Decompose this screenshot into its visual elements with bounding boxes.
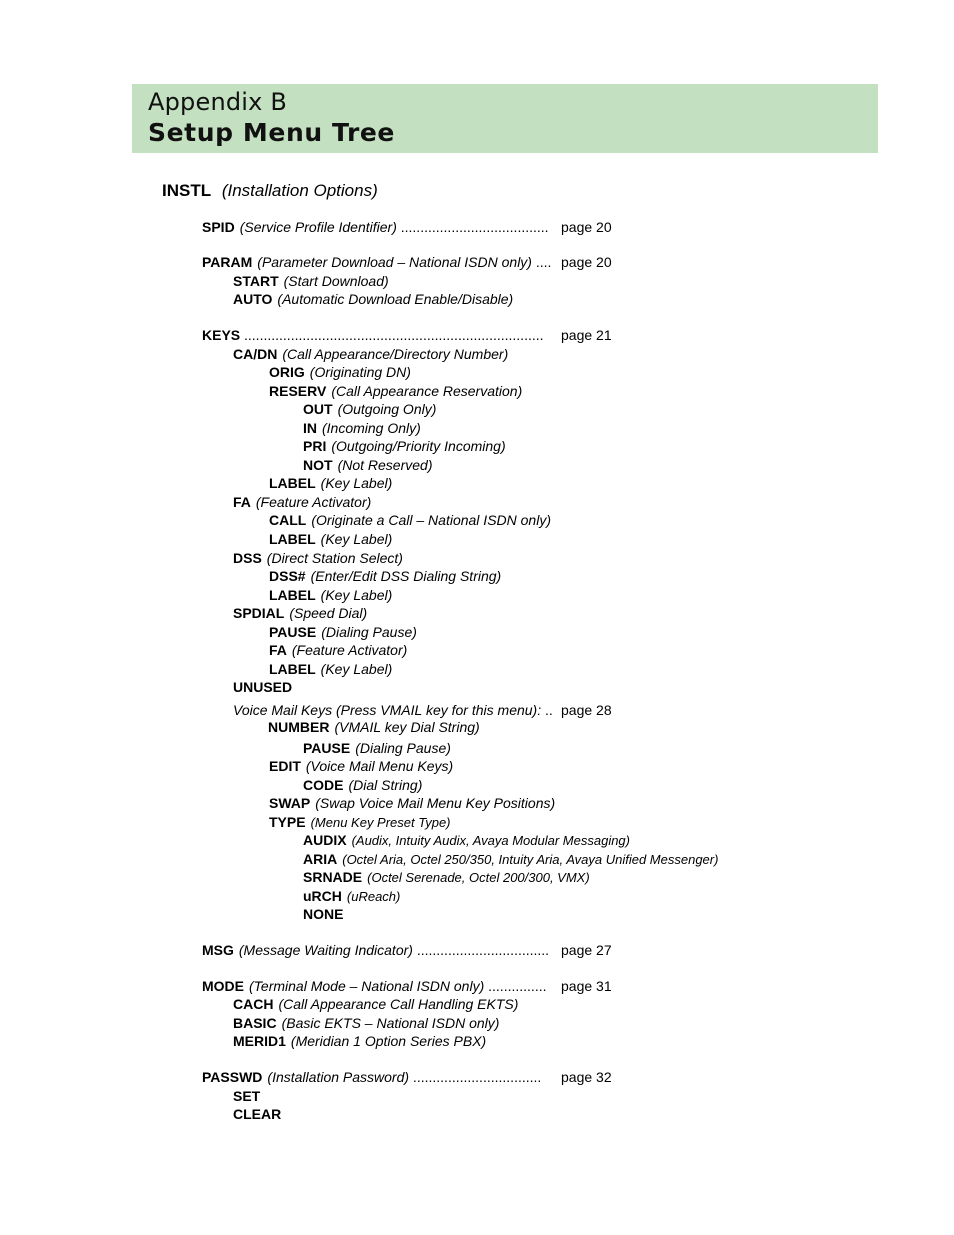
menu-desc: (Automatic Download Enable/Disable) bbox=[277, 291, 514, 307]
menu-entry bbox=[303, 831, 630, 850]
menu-entry bbox=[303, 400, 436, 418]
menu-code: KEYS bbox=[202, 327, 241, 343]
menu-code: LABEL bbox=[269, 587, 316, 603]
menu-desc: (Meridian 1 Option Series PBX) bbox=[290, 1033, 487, 1049]
menu-code: UNUSED bbox=[233, 679, 293, 695]
menu-desc: (Originating DN) bbox=[309, 364, 411, 380]
menu-entry bbox=[233, 549, 403, 567]
menu-entry bbox=[202, 1068, 541, 1086]
dot-leader: .. bbox=[541, 702, 553, 718]
menu-code: AUTO bbox=[233, 291, 273, 307]
menu-desc: (Incoming Only) bbox=[322, 420, 421, 436]
menu-entry bbox=[269, 363, 411, 381]
menu-code: SRNADE bbox=[303, 869, 363, 885]
menu-code: uRCH bbox=[303, 888, 342, 904]
menu-code: CLEAR bbox=[233, 1106, 282, 1122]
menu-desc: (Key Label) bbox=[320, 661, 393, 677]
menu-code: IN bbox=[303, 420, 317, 436]
menu-entry bbox=[233, 290, 513, 308]
menu-code: AUDIX bbox=[303, 832, 347, 848]
menu-desc: (Direct Station Select) bbox=[266, 550, 403, 566]
menu-code: CA/DN bbox=[233, 346, 278, 362]
menu-code: MERID1 bbox=[233, 1033, 286, 1049]
menu-code: TYPE bbox=[269, 814, 306, 830]
menu-desc: Voice Mail Keys (Press VMAIL key for this menu): bbox=[233, 702, 542, 718]
menu-code: SPDIAL bbox=[233, 605, 285, 621]
menu-entry bbox=[202, 977, 546, 995]
menu-entry bbox=[269, 641, 407, 659]
menu-entry bbox=[269, 567, 501, 585]
menu-entry bbox=[233, 604, 367, 622]
menu-desc: (Start Download) bbox=[283, 273, 389, 289]
menu-entry bbox=[269, 623, 417, 641]
menu-code: START bbox=[233, 273, 279, 289]
menu-code: NOT bbox=[303, 457, 333, 473]
page-ref: page 31 bbox=[561, 978, 612, 994]
menu-code: CALL bbox=[269, 512, 307, 528]
menu-desc: (Outgoing Only) bbox=[337, 401, 437, 417]
menu-entry bbox=[233, 1032, 486, 1050]
menu-code: ARIA bbox=[303, 851, 338, 867]
menu-code: EDIT bbox=[269, 758, 301, 774]
menu-code: RESERV bbox=[269, 383, 327, 399]
menu-code: NUMBER bbox=[268, 719, 330, 735]
menu-code: CODE bbox=[303, 777, 344, 793]
menu-code: FA bbox=[269, 642, 287, 658]
menu-code: PAUSE bbox=[303, 740, 351, 756]
menu-desc: (VMAIL key Dial String) bbox=[334, 719, 480, 735]
menu-entry bbox=[303, 887, 400, 906]
menu-desc: (Terminal Mode – National ISDN only) bbox=[249, 978, 485, 994]
menu-code: PASSWD bbox=[202, 1069, 263, 1085]
menu-entry bbox=[303, 437, 506, 455]
menu-entry bbox=[233, 995, 518, 1013]
menu-desc: (uReach) bbox=[346, 889, 401, 904]
dot-leader: ................................. bbox=[409, 1069, 542, 1085]
menu-entry bbox=[269, 586, 392, 604]
page-ref: page 27 bbox=[561, 942, 612, 958]
menu-desc: (Dialing Pause) bbox=[321, 624, 417, 640]
page-ref: page 32 bbox=[561, 1069, 612, 1085]
menu-code: LABEL bbox=[269, 531, 316, 547]
menu-entry bbox=[233, 701, 553, 719]
menu-code: PAUSE bbox=[269, 624, 317, 640]
menu-desc: (Key Label) bbox=[320, 531, 393, 547]
appendix-label: Appendix B bbox=[148, 88, 288, 116]
page-ref: page 28 bbox=[561, 702, 612, 718]
menu-desc: (Basic EKTS – National ISDN only) bbox=[281, 1015, 500, 1031]
section-title bbox=[162, 181, 378, 201]
menu-entry bbox=[303, 905, 343, 923]
menu-desc: (Feature Activator) bbox=[291, 642, 408, 658]
menu-entry bbox=[269, 382, 522, 400]
menu-code: FA bbox=[233, 494, 251, 510]
menu-desc: (Dial String) bbox=[348, 777, 423, 793]
menu-entry bbox=[202, 253, 551, 271]
menu-entry bbox=[269, 660, 392, 678]
menu-entry bbox=[303, 776, 422, 794]
page-ref: page 20 bbox=[561, 219, 612, 235]
menu-entry bbox=[269, 474, 392, 492]
menu-desc: (Installation Password) bbox=[267, 1069, 410, 1085]
menu-desc: (Audix, Intuity Audix, Avaya Modular Messaging) bbox=[351, 833, 630, 848]
menu-code: BASIC bbox=[233, 1015, 277, 1031]
menu-desc: (Dialing Pause) bbox=[355, 740, 451, 756]
menu-code: SWAP bbox=[269, 795, 311, 811]
menu-entry bbox=[202, 218, 549, 236]
menu-entry bbox=[303, 419, 421, 437]
menu-desc: (Speed Dial) bbox=[289, 605, 368, 621]
menu-desc: (Call Appearance Reservation) bbox=[331, 383, 523, 399]
menu-entry bbox=[202, 326, 544, 344]
menu-entry bbox=[268, 718, 480, 736]
menu-entry bbox=[233, 678, 292, 696]
menu-entry bbox=[233, 345, 508, 363]
menu-entry bbox=[303, 739, 451, 757]
menu-entry bbox=[233, 1105, 281, 1123]
menu-desc: (Service Profile Identifier) bbox=[239, 219, 397, 235]
menu-desc: (Enter/Edit DSS Dialing String) bbox=[310, 568, 502, 584]
menu-entry bbox=[233, 272, 389, 290]
section-code: INSTL bbox=[162, 181, 212, 200]
menu-entry bbox=[233, 493, 371, 511]
menu-code: LABEL bbox=[269, 661, 316, 677]
menu-desc: (Parameter Download – National ISDN only) bbox=[257, 254, 532, 270]
page-title: Setup Menu Tree bbox=[148, 118, 395, 147]
menu-entry bbox=[303, 850, 718, 869]
menu-entry bbox=[269, 757, 453, 775]
menu-desc: (Menu Key Preset Type) bbox=[310, 815, 451, 830]
menu-code: OUT bbox=[303, 401, 333, 417]
dot-leader: .................................. bbox=[412, 942, 550, 958]
menu-entry bbox=[233, 1014, 499, 1032]
menu-desc: (Not Reserved) bbox=[337, 457, 433, 473]
menu-code: PRI bbox=[303, 438, 327, 454]
menu-desc: (Swap Voice Mail Menu Key Positions) bbox=[315, 795, 556, 811]
menu-desc: (Outgoing/Priority Incoming) bbox=[331, 438, 506, 454]
menu-code: SET bbox=[233, 1088, 261, 1104]
section-desc: (Installation Options) bbox=[221, 181, 378, 200]
dot-leader: ...................................... bbox=[396, 219, 549, 235]
menu-entry bbox=[269, 530, 392, 548]
menu-desc: (Key Label) bbox=[320, 587, 393, 603]
menu-desc: (Call Appearance/Directory Number) bbox=[282, 346, 509, 362]
menu-code: CACH bbox=[233, 996, 274, 1012]
menu-desc: (Octel Aria, Octel 250/350, Intuity Aria, Avaya Unified Messenger) bbox=[342, 852, 719, 867]
menu-desc: (Originate a Call – National ISDN only) bbox=[311, 512, 551, 528]
menu-code: DSS bbox=[233, 550, 262, 566]
menu-code: LABEL bbox=[269, 475, 316, 491]
menu-entry bbox=[269, 813, 451, 832]
menu-code: MSG bbox=[202, 942, 234, 958]
menu-code: ORIG bbox=[269, 364, 305, 380]
menu-desc: (Call Appearance Call Handling EKTS) bbox=[278, 996, 519, 1012]
page-ref: page 20 bbox=[561, 254, 612, 270]
menu-code: NONE bbox=[303, 906, 344, 922]
menu-code: SPID bbox=[202, 219, 235, 235]
appendix-header bbox=[132, 84, 878, 153]
menu-entry bbox=[202, 941, 549, 959]
menu-desc: (Octel Serenade, Octel 200/300, VMX) bbox=[367, 870, 590, 885]
menu-code: PARAM bbox=[202, 254, 253, 270]
menu-entry bbox=[269, 511, 551, 529]
menu-desc: (Feature Activator) bbox=[255, 494, 372, 510]
menu-code: DSS# bbox=[269, 568, 306, 584]
menu-entry bbox=[233, 1087, 260, 1105]
menu-desc: (Key Label) bbox=[320, 475, 393, 491]
menu-desc: (Voice Mail Menu Keys) bbox=[305, 758, 454, 774]
menu-code: MODE bbox=[202, 978, 244, 994]
menu-desc: (Message Waiting Indicator) bbox=[238, 942, 413, 958]
page-ref: page 21 bbox=[561, 327, 612, 343]
dot-leader: ............................................................................. bbox=[240, 327, 544, 343]
dot-leader: ............... bbox=[484, 978, 547, 994]
menu-entry bbox=[303, 456, 432, 474]
dot-leader: .... bbox=[531, 254, 552, 270]
menu-entry bbox=[269, 794, 555, 812]
menu-entry bbox=[303, 868, 590, 887]
